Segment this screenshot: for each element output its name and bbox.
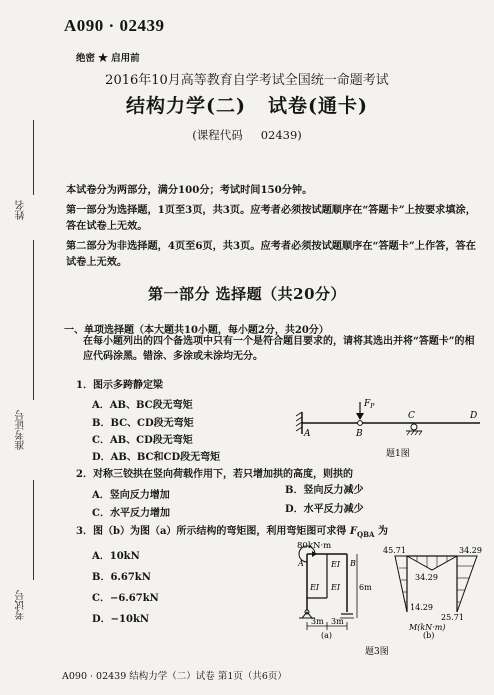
part1-title: 第一部分 选择题（共20分）	[147, 285, 347, 303]
page-footer: A090 · 02439 结构力学（二）试卷 第1页（共6页）	[62, 671, 287, 682]
svg-text:(b): (b)	[423, 631, 435, 640]
svg-text:25.71: 25.71	[441, 613, 464, 622]
note-1: 本试卷分为两部分，满分100分；考试时间150分钟。	[66, 184, 313, 196]
title-right: 试卷(通卡)	[268, 95, 368, 117]
q2-option-d: D．水平反力减少	[285, 504, 364, 515]
svg-text:45.71: 45.71	[383, 546, 406, 555]
q1-point-a: A	[304, 429, 311, 439]
page-title	[0, 91, 494, 118]
exam-line: 2016年10月高等教育自学考试全国统一命题考试	[105, 73, 389, 88]
q1-load-label: $F_P$	[364, 399, 375, 410]
svg-text:3m: 3m	[331, 617, 344, 626]
section1-heading: 一、单项选择题（本大题共10小题，每小题2分，共20分）	[64, 325, 329, 336]
svg-text:34.29: 34.29	[459, 546, 482, 555]
q3-frame-a	[297, 541, 372, 640]
q1-point-c: C	[408, 411, 415, 421]
q1-option-d: D．AB、BC和CD段无弯矩	[92, 452, 221, 463]
q2-option-a: A．竖向反力增加	[92, 490, 170, 501]
q1-caption: 题1图	[386, 449, 410, 459]
q2-stem: 2．对称三铰拱在竖向荷载作用下，若只增加拱的高度，则拱的	[76, 469, 353, 480]
q3-stem: 3．图（b）为图（a）所示结构的弯矩图，利用弯矩图可求得 $F_{QBA}$ 为	[76, 526, 388, 539]
q1-option-c: C．AB、CD段无弯矩	[92, 435, 193, 446]
name-label: 姓名	[16, 200, 27, 220]
svg-text:EI: EI	[310, 583, 319, 592]
instructions	[66, 182, 476, 274]
q3-figure	[285, 532, 490, 660]
course-number: 02439)	[260, 128, 302, 142]
q1-point-b: B	[356, 429, 363, 439]
q1-figure	[290, 394, 490, 466]
secret-mark: 绝密 ★ 启用前	[76, 53, 140, 64]
room-label: 考试号	[16, 590, 27, 620]
svg-text:6m: 6m	[359, 583, 372, 592]
q2-option-b: B．竖向反力减少	[285, 485, 364, 496]
q3-option-c: C．−6.67kN	[92, 593, 159, 604]
section1-desc: 在每小题列出的四个备选项中只有一个是符合题目要求的，请将其选出并将“答题卡”的相应代码涂黑。错涂、多涂或未涂均无分。	[83, 336, 475, 362]
q3-option-a: A．10kN	[92, 551, 140, 562]
svg-text:EI: EI	[331, 560, 340, 569]
admission-label: 准考证号	[16, 410, 27, 450]
q3-option-b: B．6.67kN	[92, 572, 151, 583]
course-code	[0, 127, 494, 143]
q1-option-a: A．AB、BC段无弯矩	[92, 400, 193, 411]
svg-text:(a): (a)	[321, 631, 333, 640]
q2-option-c: C．水平反力增加	[92, 508, 170, 519]
admission-line	[33, 240, 34, 400]
svg-text:EI: EI	[331, 583, 340, 592]
note-2: 第一部分为选择题，1页至3页，共3页。应考者必须按试题顺序在“答题卡”上按要求填涂，答在试卷上无效。	[66, 203, 476, 232]
svg-text:B: B	[350, 559, 356, 568]
q3-option-d: D．−10kN	[92, 614, 150, 625]
paper-code: A090 · 02439	[64, 16, 165, 35]
q1-point-d: D	[470, 411, 478, 421]
q1-option-b: B．BC、CD段无弯矩	[92, 418, 194, 429]
note-3: 第二部分为非选择题，4页至6页，共3页。应考者必须按试题顺序在“答题卡”上作答，答在试卷上无效。	[66, 239, 476, 268]
svg-text:34.29: 34.29	[415, 573, 438, 582]
svg-text:M(kN·m): M(kN·m)	[409, 623, 446, 632]
svg-text:14.29: 14.29	[410, 603, 433, 612]
title-left: 结构力学(二)	[126, 95, 246, 117]
q1-stem: 1．图示多跨静定梁	[76, 380, 163, 391]
svg-text:80kN·m: 80kN·m	[297, 541, 332, 551]
room-line	[33, 480, 34, 580]
svg-text:3m: 3m	[311, 617, 324, 626]
q3-caption: 题3图	[365, 647, 389, 657]
q3-moment-diagram	[383, 546, 482, 640]
svg-text:A: A	[298, 559, 304, 568]
course-label: (课程代码	[192, 128, 243, 142]
